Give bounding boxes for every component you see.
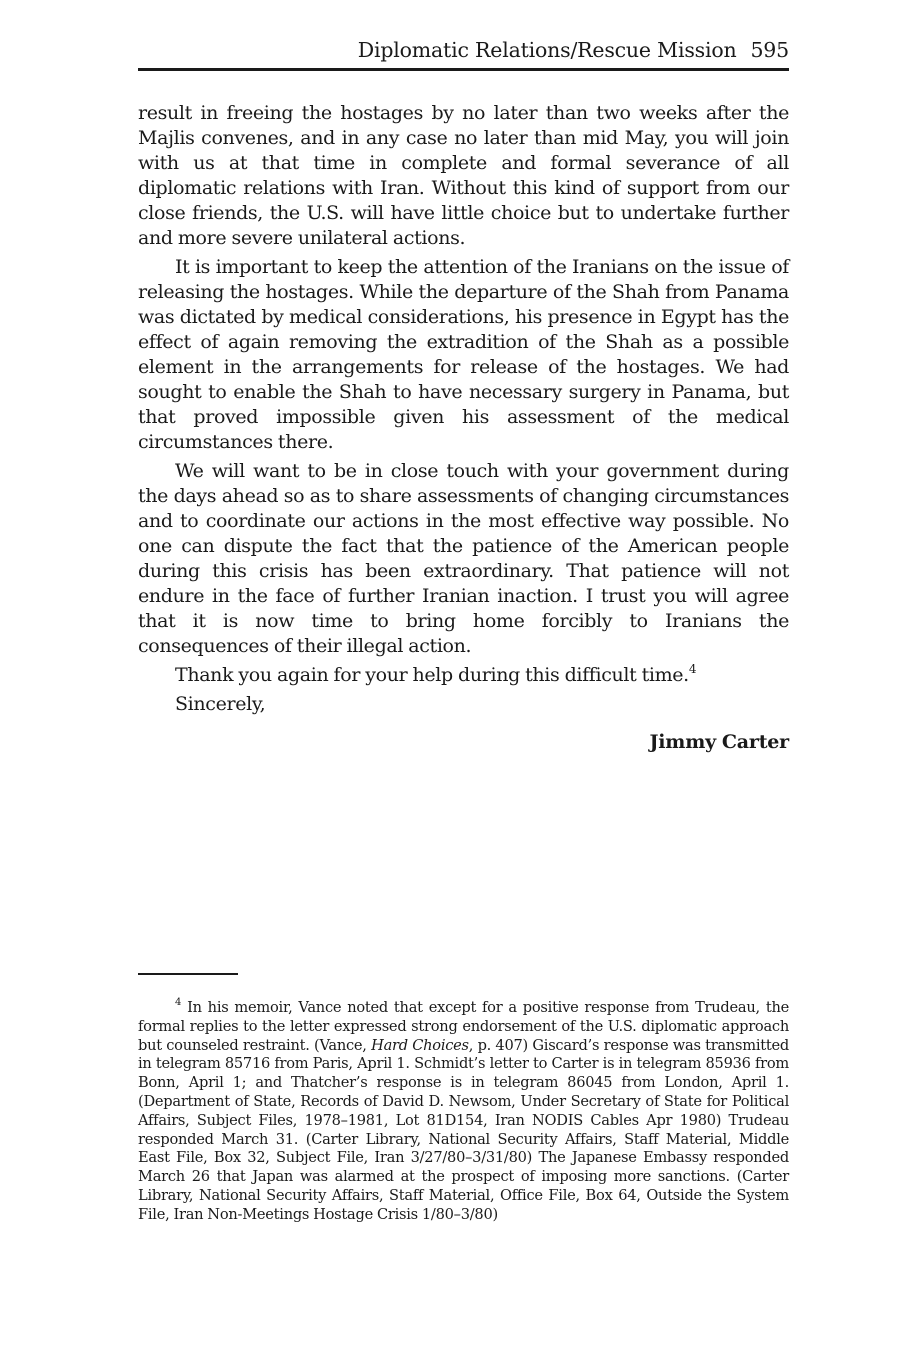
footnote [138,999,789,1225]
signature: Jimmy Carter [649,731,789,753]
footnote-reference[interactable]: 4 [688,661,697,676]
paragraph-continued: result in freeing the hostages by no later than two weeks after the Majlis convenes, and in any case no later than mid May, you will join with us at that time in complete and formal severance of all diplomatic relations with Iran. Without this kind of support from our close friends, the U.S. will have little choice but to undertake further and more severe unilateral actions. [138,102,789,249]
footnote-text-end: , p. 407) Giscard’s response was transmitted in telegram 85716 from Paris, April 1. Schmidt’s letter to Carter is in telegram 85936 from Bonn, April 1; and Thatcher’s response is in telegram 86045 from London, April 1. (Department of State, Records of David D. Newsom, Under Secretary of State for Political Affairs, Subject Files, 1978–1981, Lot 81D154, Iran NODIS Cables Apr 1980) Trudeau responded March 31. (Carter Library, National Security Affairs, Staff Material, Middle East File, Box 32, Subject File, Iran 3/27/80–3/31/80) The Japanese Embassy responded March 26 that Japan was alarmed at the prospect of imposing more sanctions. (Carter Library, National Security Affairs, Staff Material, Office File, Box 64, Outside the System File, Iran Non-Meetings Hostage Crisis 1/80–3/80) [138,1036,789,1223]
page-number: 595 [750,38,789,62]
footnote-text-start: In his memoir, Vance noted that except for a positive response from Trudeau, the formal replies to the letter expressed strong endorsement of the U.S. diplomatic approach but counseled restraint. (Vance, [138,999,789,1054]
paragraph-thanks [138,663,789,688]
letter-body [138,101,789,755]
footnote-rule [138,973,238,975]
paragraph-coordination: We will want to be in close touch with your government during the days ahead so as to share assessments of changing circumstances and to coordinate our actions in the most effective way possible. No one can dispute the fact that the patience of the American people during this crisis has been extraordinary. That patience will not endure in the face of further Iranian inaction. I trust you will agree that it is now time to bring home forcibly to Iranians the consequences of their illegal action. [138,460,789,657]
header-rule [138,68,789,71]
footnote-marker: 4 [175,997,182,1009]
paragraph-shah: It is important to keep the attention of the Iranians on the issue of releasing the hostages. While the departure of the Shah from Panama was dictated by medical considerations, his presence in Egypt has the effect of again removing the extradition of the Shah as a possible element in the arrangements for release of the hostages. We had sought to enable the Shah to have necessary surgery in Panama, but that proved impossible given his assessment of the medical circumstances there. [138,256,789,453]
closing: Sincerely, [175,693,266,715]
thanks-text: Thank you again for your help during this difficult time. [175,664,689,686]
running-header [138,36,789,66]
running-title: Diplomatic Relations/Rescue Mission [357,38,737,62]
footnote-book-title: Hard Choices [371,1036,469,1054]
document-page [138,36,789,755]
